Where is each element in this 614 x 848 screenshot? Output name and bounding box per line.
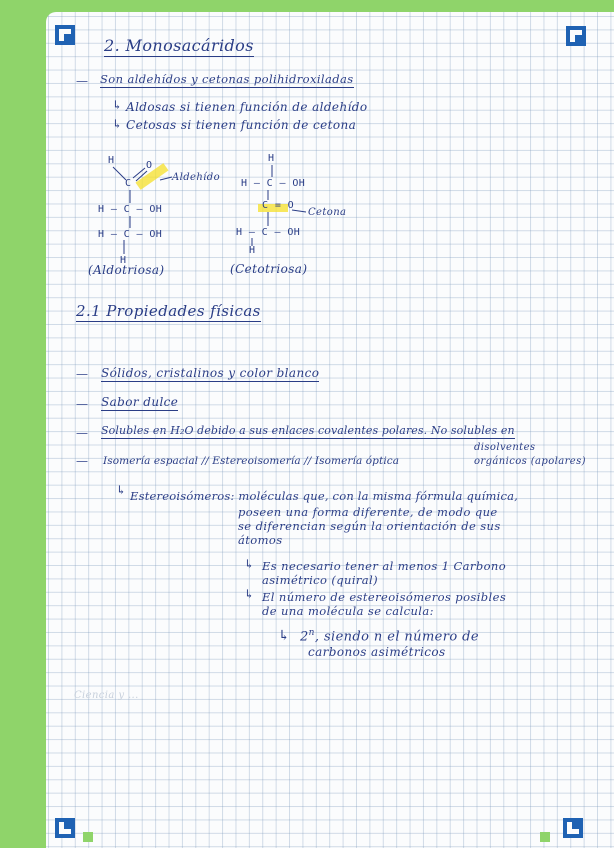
prop-solidos: Sólidos, cristalinos y color blanco	[101, 366, 320, 380]
aldo-row3: H – C – OH	[98, 229, 163, 240]
formula-exponent: n	[308, 628, 315, 638]
arrow-bullet: ↳	[244, 557, 255, 571]
carbono-line-1: Es necesario tener al menos 1 Carbono	[262, 559, 507, 573]
cetotriosa-label: (Cetotriosa)	[230, 262, 308, 276]
formula-line-2: carbonos asimétricos	[308, 645, 446, 659]
estereo-line-4: átomos	[238, 533, 283, 547]
cetona-label: Cetona	[308, 207, 347, 218]
numero-line-1: El número de estereoisómeros posibles	[262, 590, 507, 604]
dash-bullet: —	[76, 426, 89, 440]
formula-base: 2	[300, 629, 309, 645]
prop-solubles-cont1: disolventes	[474, 442, 536, 453]
dash-bullet: —	[76, 454, 89, 468]
aldo-row2: H – C – OH	[98, 204, 163, 215]
prop-sabor: Sabor dulce	[101, 395, 179, 409]
aldehido-label: Aldehído	[172, 172, 220, 183]
aldo-h-top: H	[108, 155, 115, 166]
estereo-line-2: poseen una forma diferente, de modo que	[238, 505, 498, 519]
arrow-bullet: ↳	[112, 117, 123, 131]
heading-propiedades: 2.1 Propiedades físicas	[76, 302, 261, 320]
ceto-h-top: H	[268, 153, 275, 164]
ceto-row3: H – C – OH	[236, 227, 301, 238]
dash-bullet: —	[76, 367, 89, 381]
ceto-row1: H – C – OH	[241, 178, 306, 189]
carbono-line-2: asimétrico (quiral)	[262, 573, 379, 587]
ceto-row2: C = O	[262, 200, 295, 211]
aldosas-text: Aldosas si tienen función de aldehído	[126, 100, 368, 114]
arrow-bullet: ↳	[112, 98, 123, 112]
faint-watermark-text: Ciencia y ...	[74, 690, 139, 701]
prop-solubles: Solubles en H₂O debido a sus enlaces covalentes polares. No solubles en	[101, 424, 515, 437]
dash-bullet: —	[76, 74, 89, 88]
arrow-bullet: ↳	[116, 483, 127, 497]
dash-bullet: —	[76, 397, 89, 411]
formula-rest: , siendo n el número de	[314, 629, 479, 645]
intro-text: Son aldehídos y cetonas polihidroxiladas	[100, 72, 354, 86]
cetosas-text: Cetosas si tienen función de cetona	[126, 118, 357, 132]
formula-line-1	[300, 628, 479, 644]
estereo-line-3: se diferencian según la orientación de sus	[238, 519, 501, 533]
numero-line-2: de una molécula se calcula:	[262, 604, 434, 618]
arrow-bullet: ↳	[244, 587, 255, 601]
prop-isomeria: Isomería espacial // Estereoisomería // Isomería óptica	[103, 455, 400, 467]
aldotriosa-label: (Aldotriosa)	[88, 263, 165, 277]
prop-solubles-cont2: orgánicos (apolares)	[474, 456, 586, 467]
arrow-bullet: ↳	[278, 628, 291, 644]
heading-monosacaridos: 2. Monosacáridos	[104, 36, 254, 55]
estereo-line-1: Estereoisómeros: moléculas que, con la misma fórmula química,	[130, 489, 519, 503]
aldo-o-top: O	[146, 160, 153, 171]
aldo-c-top: C	[125, 178, 132, 189]
ceto-h-bottom: H	[249, 245, 256, 256]
aldo-h-bottom: H	[120, 255, 127, 266]
